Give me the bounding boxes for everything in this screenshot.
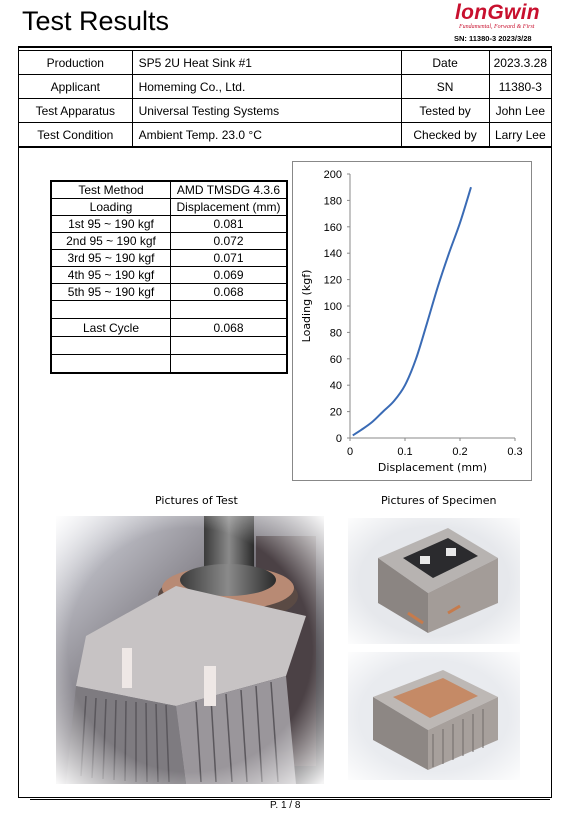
y-tick-label: 20 xyxy=(329,406,342,419)
date-label: Date xyxy=(401,51,489,75)
table-row xyxy=(51,267,287,284)
last-cycle-value: 0.068 xyxy=(171,319,288,337)
info-row xyxy=(19,75,552,99)
date-value: 2023.3.28 xyxy=(489,51,551,75)
specimen-photo-top xyxy=(348,518,520,644)
y-tick-label: 40 xyxy=(329,380,342,393)
checked-by-label: Checked by xyxy=(401,123,489,147)
loading-cell: 5th 95 ~ 190 kgf xyxy=(51,284,171,301)
table-row xyxy=(51,319,287,337)
loading-cell: 4th 95 ~ 190 kgf xyxy=(51,267,171,284)
x-tick-label: 0.2 xyxy=(452,446,468,458)
info-row xyxy=(19,51,552,75)
production-label: Production xyxy=(19,51,133,75)
company-logo xyxy=(455,2,551,31)
displacement-cell: 0.072 xyxy=(171,233,288,250)
test-pictures-caption: Pictures of Test xyxy=(155,494,238,507)
method-label: Test Method xyxy=(51,181,171,199)
info-row xyxy=(19,99,552,123)
test-photo-image xyxy=(56,516,324,784)
logo-text: lonGwin xyxy=(455,1,540,24)
table-row xyxy=(51,216,287,233)
series-line xyxy=(353,187,471,435)
table-row xyxy=(51,233,287,250)
y-tick-label: 200 xyxy=(323,169,342,181)
empty-cell xyxy=(171,337,288,355)
y-axis-label: Loading (kgf) xyxy=(300,269,313,343)
specimen-top-image xyxy=(348,518,520,644)
sn-label: SN xyxy=(401,75,489,99)
empty-row xyxy=(51,355,287,374)
load-displacement-chart xyxy=(292,161,532,481)
y-tick-label: 180 xyxy=(323,195,342,208)
y-tick-label: 100 xyxy=(323,301,342,313)
x-tick-label: 0.3 xyxy=(507,446,523,458)
table-row xyxy=(51,199,287,216)
applicant-label: Applicant xyxy=(19,75,133,99)
specimen-photo-bottom xyxy=(348,652,520,780)
condition-label: Test Condition xyxy=(19,123,133,147)
empty-cell xyxy=(171,301,288,319)
loading-cell: 2nd 95 ~ 190 kgf xyxy=(51,233,171,250)
y-tick-label: 60 xyxy=(329,353,342,366)
y-tick-label: 160 xyxy=(323,221,342,234)
empty-cell xyxy=(171,355,288,374)
tested-by-label: Tested by xyxy=(401,99,489,123)
table-row xyxy=(51,284,287,301)
logo-tagline: Fundamental, Forward & First xyxy=(459,24,535,30)
page-title: Test Results xyxy=(22,6,170,36)
empty-row xyxy=(51,301,287,319)
loading-cell: 3rd 95 ~ 190 kgf xyxy=(51,250,171,267)
method-value: AMD TMSDG 4.3.6 xyxy=(171,181,288,199)
applicant-value: Homeming Co., Ltd. xyxy=(132,75,401,99)
serial-stamp: SN: 11380-3 2023/3/28 xyxy=(454,34,532,43)
chart-svg xyxy=(293,162,531,480)
test-results-table xyxy=(50,180,288,374)
sn-value: 11380-3 xyxy=(489,75,551,99)
specimen-bottom-image xyxy=(348,652,520,780)
y-tick-label: 140 xyxy=(323,248,342,261)
y-tick-label: 0 xyxy=(335,433,342,445)
loading-header: Loading xyxy=(51,199,171,216)
table-row xyxy=(51,181,287,199)
displacement-cell: 0.081 xyxy=(171,216,288,233)
specimen-pictures-caption: Pictures of Specimen xyxy=(381,494,497,507)
empty-cell xyxy=(51,301,171,319)
apparatus-value: Universal Testing Systems xyxy=(132,99,401,123)
y-tick-label: 80 xyxy=(329,327,342,340)
displacement-header: Displacement (mm) xyxy=(171,199,288,216)
apparatus-label: Test Apparatus xyxy=(19,99,133,123)
condition-value: Ambient Temp. 23.0 °C xyxy=(132,123,401,147)
test-photo xyxy=(56,516,324,784)
displacement-cell: 0.071 xyxy=(171,250,288,267)
production-value: SP5 2U Heat Sink #1 xyxy=(132,51,401,75)
tested-by-value: John Lee xyxy=(489,99,551,123)
empty-cell xyxy=(51,355,171,374)
x-axis-label: Displacement (mm) xyxy=(377,461,488,474)
x-tick-label: 0 xyxy=(346,446,354,458)
x-tick-label: 0.1 xyxy=(397,446,413,458)
info-divider xyxy=(18,147,552,148)
info-table xyxy=(18,50,552,147)
empty-cell xyxy=(51,337,171,355)
page-number: P. 1 / 8 xyxy=(270,800,301,811)
displacement-cell: 0.068 xyxy=(171,284,288,301)
last-cycle-label: Last Cycle xyxy=(51,319,171,337)
displacement-cell: 0.069 xyxy=(171,267,288,284)
table-row xyxy=(51,250,287,267)
y-tick-label: 120 xyxy=(323,274,342,287)
info-row xyxy=(19,123,552,147)
checked-by-value: Larry Lee xyxy=(489,123,551,147)
loading-cell: 1st 95 ~ 190 kgf xyxy=(51,216,171,233)
empty-row xyxy=(51,337,287,355)
